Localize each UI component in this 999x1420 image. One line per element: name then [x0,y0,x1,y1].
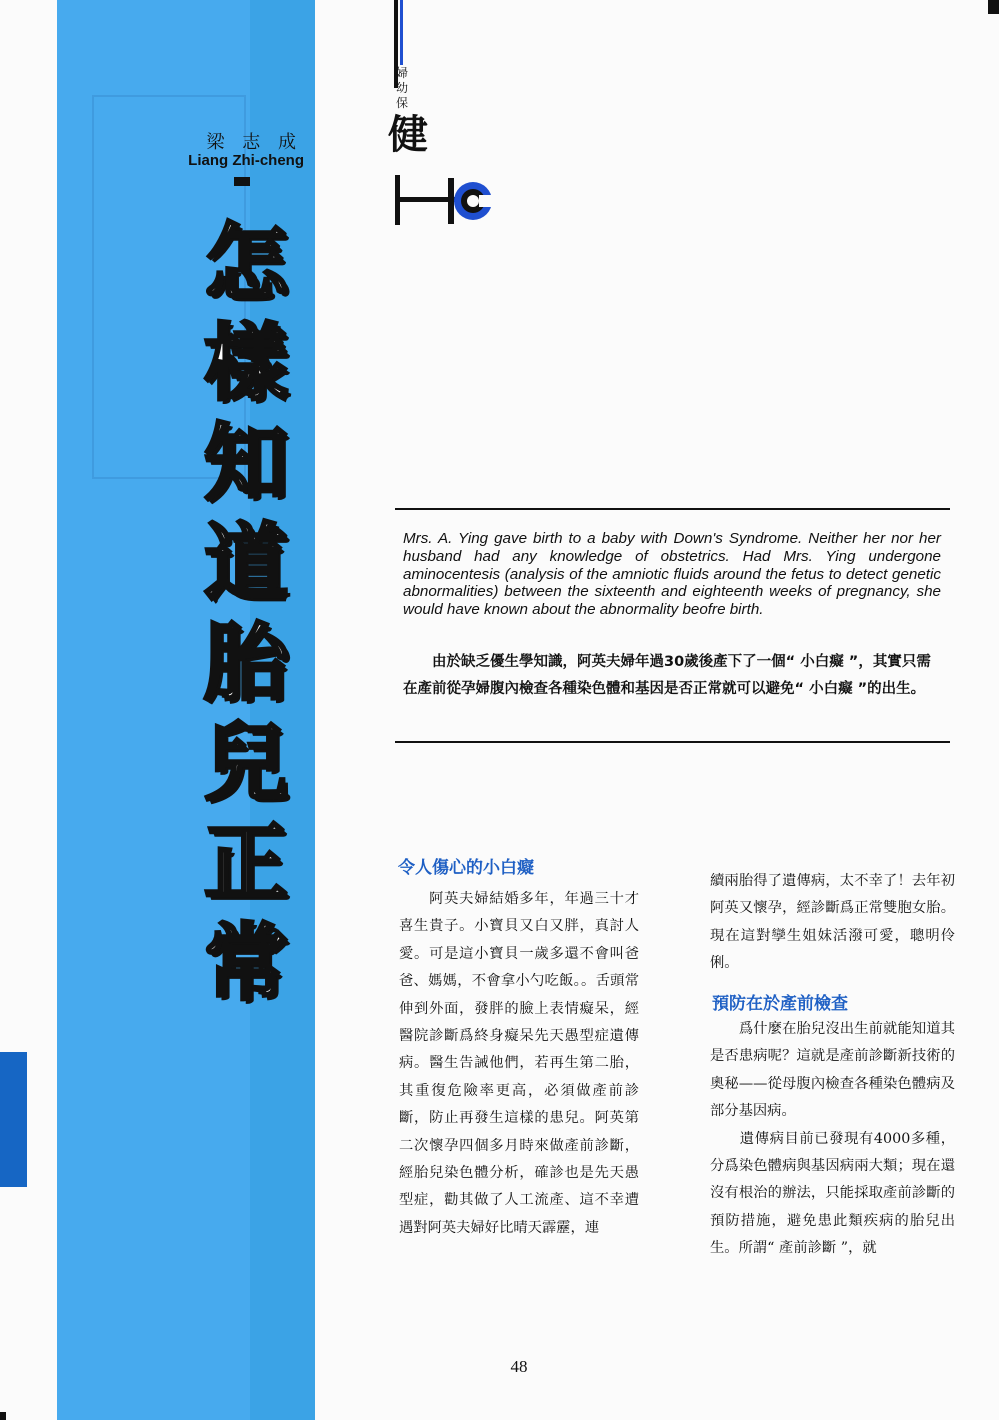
section-heading: 令人傷心的小白癡 [398,858,534,878]
abstract-chinese: 由於缺乏優生學知識，阿英夫婦年過30歲後產下了一個“ 小白癡 ”，其實只需在產前從孕婦腹內檢查各種染色體和基因是否正常就可以避免“ 小白癡 ”的出生。 [403,654,931,697]
blue-edge-tab [0,1052,27,1187]
title-char: 知 [203,414,288,512]
edge-mark [0,1412,6,1420]
title-char: 怎 [203,214,288,312]
author-marker [234,177,250,186]
title-char: 道 [203,514,288,612]
title-char: 樣 [203,314,288,412]
abstract-bottom-rule [395,741,950,743]
abstract-english: Mrs. A. Ying gave birth to a baby with Down's Syndrome. Neither her nor her husband had any knowledge of obstetrics. Had Mrs. Ying undergone aminocentesis (analysis of the amniotic fluids around the fetus to detect genetic abnormalities) between the sixteenth and eighteenth weeks of pregnancy, she would have known about the abnormality beofre birth. [403,530,941,619]
body-text-continuation: 續兩胎得了遺傳病，太不幸了！去年初阿英又懷孕，經診斷爲正常雙胞女胎。現在這對孿生姐妹活潑可愛，聰明伶俐。 [710,873,955,972]
author-name-chinese: 梁 志 成 [206,132,302,153]
body-text-column: 爲什麼在胎兒沒出生前就能知道其是否患病呢？這就是產前診斷新技術的奧秘——從母腹內檢查各種染色體病及部分基因病。 遺傳病目前已發現有4000多種，分爲染色體病與基因病兩大類；現在還沒有根治的辦法，只能採取產前診斷的預防措施，避免患此類疾病的胎兒出生。所謂“ 產前診斷 ”，就 [710,1021,955,1257]
section-character: 健 [388,112,428,158]
page-number: 48 [510,1357,528,1376]
title-char: 胎 [203,614,288,712]
corner-mark [988,0,999,14]
section-heading: 預防在於產前檢查 [712,994,848,1014]
section-logo-icon [393,175,503,227]
title-char: 兒 [203,714,288,812]
title-char: 正 [203,814,288,912]
section-label: 婦 幼 保 [395,66,408,110]
author-name-english: Liang Zhi-cheng [188,152,304,169]
abstract-top-rule [395,508,950,510]
column-rule-blue [400,0,403,65]
title-char: 常 [203,914,288,1012]
body-text-column: 阿英夫婦結婚多年，年過三十才喜生貴子。小寶貝又白又胖，真討人愛。可是這小寶貝一歲多還不會叫爸爸、媽媽，不會拿小勺吃飯。。舌頭常伸到外面，發胖的臉上表情癡呆，經醫院診斷爲終身癡呆先天愚型症遺傳病。醫生告誡他們，若再生第二胎，其重復危險率更高，必須做產前診斷，防止再發生這樣的患兒。阿英第二次懷孕四個多月時來做產前診斷，經胎兒染色體分析，確診也是先天愚型症，勸其做了人工流產、這不幸遭遇對阿英夫婦好比晴天霹靂，連 [399,891,639,1236]
